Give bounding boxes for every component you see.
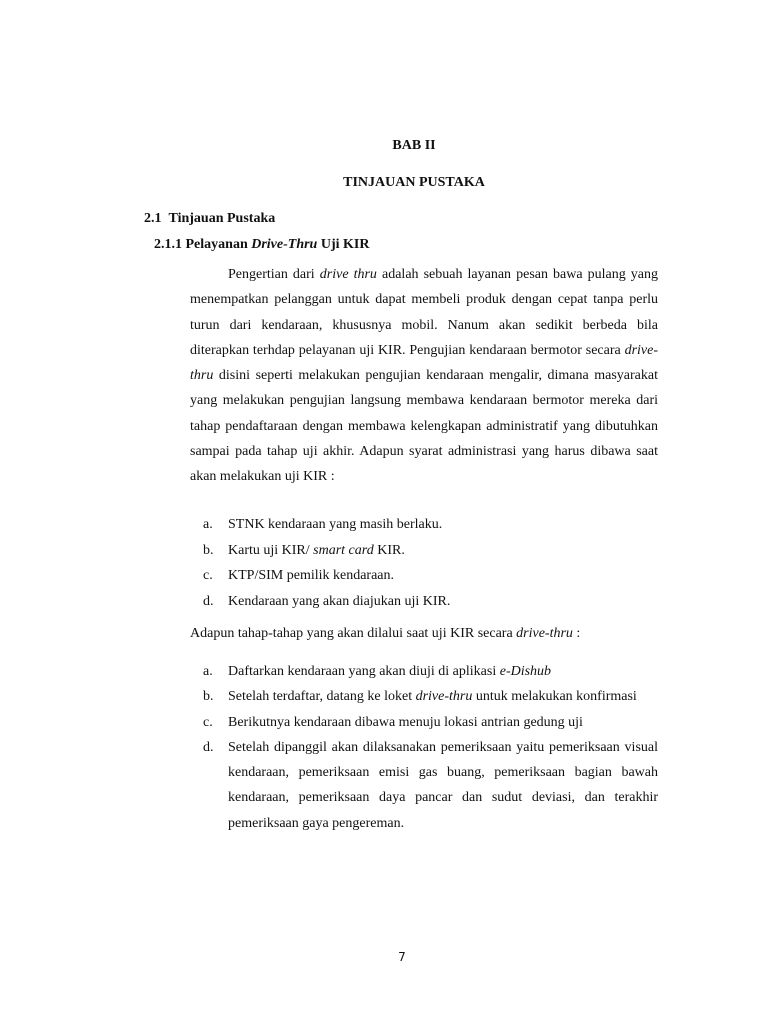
list-marker: c. — [203, 714, 213, 730]
step-item — [190, 710, 658, 735]
text-run: Adapun tahap-tahap yang akan dilalui saat uji KIR secara — [190, 626, 517, 641]
list-marker: a. — [203, 517, 213, 532]
paragraph-1-text — [190, 267, 658, 484]
list-marker: d. — [203, 739, 214, 755]
requirement-item — [190, 563, 658, 589]
list-marker: c. — [203, 568, 213, 583]
steps-list — [190, 659, 658, 836]
page-number: 7 — [398, 950, 406, 964]
italic-term: drive-thru — [415, 689, 473, 705]
requirements-list — [190, 512, 658, 614]
section-title: Tinjauan Pustaka — [168, 211, 276, 226]
text-run: KTP/SIM pemilik kendaraan. — [228, 568, 395, 583]
text-run: Kendaraan yang akan diajukan uji KIR. — [228, 593, 451, 609]
requirement-item — [190, 589, 658, 615]
italic-term: drive-thru — [190, 342, 658, 384]
italic-term: e-Dishub — [499, 664, 552, 679]
text-run: STNK kendaraan yang masih berlaku. — [228, 517, 443, 532]
subsection-heading — [154, 237, 369, 253]
paragraph-drive-thru-definition — [190, 262, 658, 490]
italic-term: smart card — [313, 542, 374, 558]
text-run: adalah sebuah layanan pesan bawa pulang yang menempatkan pelanggan untuk dapat membeli produk dengan cepat tanpa perlu turun dari kendaraan, khususnya mobil. Nanum akan sedikit berbeda bila diterapkan terhdap pelayanan uji KIR. Pengujian kendaraan bermotor secara — [190, 267, 659, 358]
subsection-italic: Drive-Thru — [251, 237, 318, 252]
text-run: Setelah dipanggil akan dilaksanakan pemeriksaan yaitu pemeriksaan visual kendaraan, pemeriksaan emisi gas buang, pemeriksaan bagian bawah kendaraan, pemeriksaan daya pancar dan sudut deviasi, dan terakhir pemeriksaan gaya pengereman. — [228, 739, 658, 831]
text-run: Setelah terdaftar, datang ke loket — [228, 689, 416, 705]
chapter-title: TINJAUAN PUSTAKA — [343, 175, 485, 190]
paragraph-2-text — [190, 626, 580, 642]
chapter-heading: BAB II — [392, 138, 436, 153]
italic-term: drive-thru — [516, 626, 573, 641]
section-number: 2.1 — [144, 211, 162, 226]
text-run: Pengertian dari — [228, 267, 320, 282]
list-marker: b. — [203, 542, 214, 558]
subsection-prefix: Pelayanan — [185, 237, 252, 252]
step-item — [190, 684, 658, 709]
section-heading — [144, 211, 275, 227]
text-run: Kartu uji KIR/ — [228, 542, 314, 558]
list-marker: d. — [203, 593, 214, 609]
italic-term: drive thru — [319, 267, 377, 282]
subsection-suffix: Uji KIR — [317, 237, 370, 252]
text-run: disini seperti melakukan pengujian kendaraan mengalir, dimana masyarakat yang melakukan pengujian langsung membawa kendaraan bermotor mereka dari tahap pendaftaraan dengan membawa kelengkapan administratif yang dibutuhkan sampai pada tahap uji akhir. Adapun syarat administrasi yang harus dibawa saat akan melakukan uji KIR : — [190, 368, 658, 485]
text-run: : — [572, 626, 581, 641]
step-item — [190, 735, 658, 836]
text-run: Berikutnya kendaraan dibawa menuju lokasi antrian gedung uji — [228, 714, 583, 730]
list-marker: a. — [203, 664, 213, 679]
list-marker: b. — [203, 689, 214, 705]
step-item — [190, 659, 658, 684]
text-run: untuk melakukan konfirmasi — [472, 689, 637, 705]
text-run: KIR. — [373, 542, 405, 558]
subsection-number: 2.1.1 — [154, 237, 182, 252]
requirement-item — [190, 538, 658, 564]
text-run: Daftarkan kendaraan yang akan diuji di aplikasi — [228, 664, 500, 679]
requirement-item — [190, 512, 658, 538]
